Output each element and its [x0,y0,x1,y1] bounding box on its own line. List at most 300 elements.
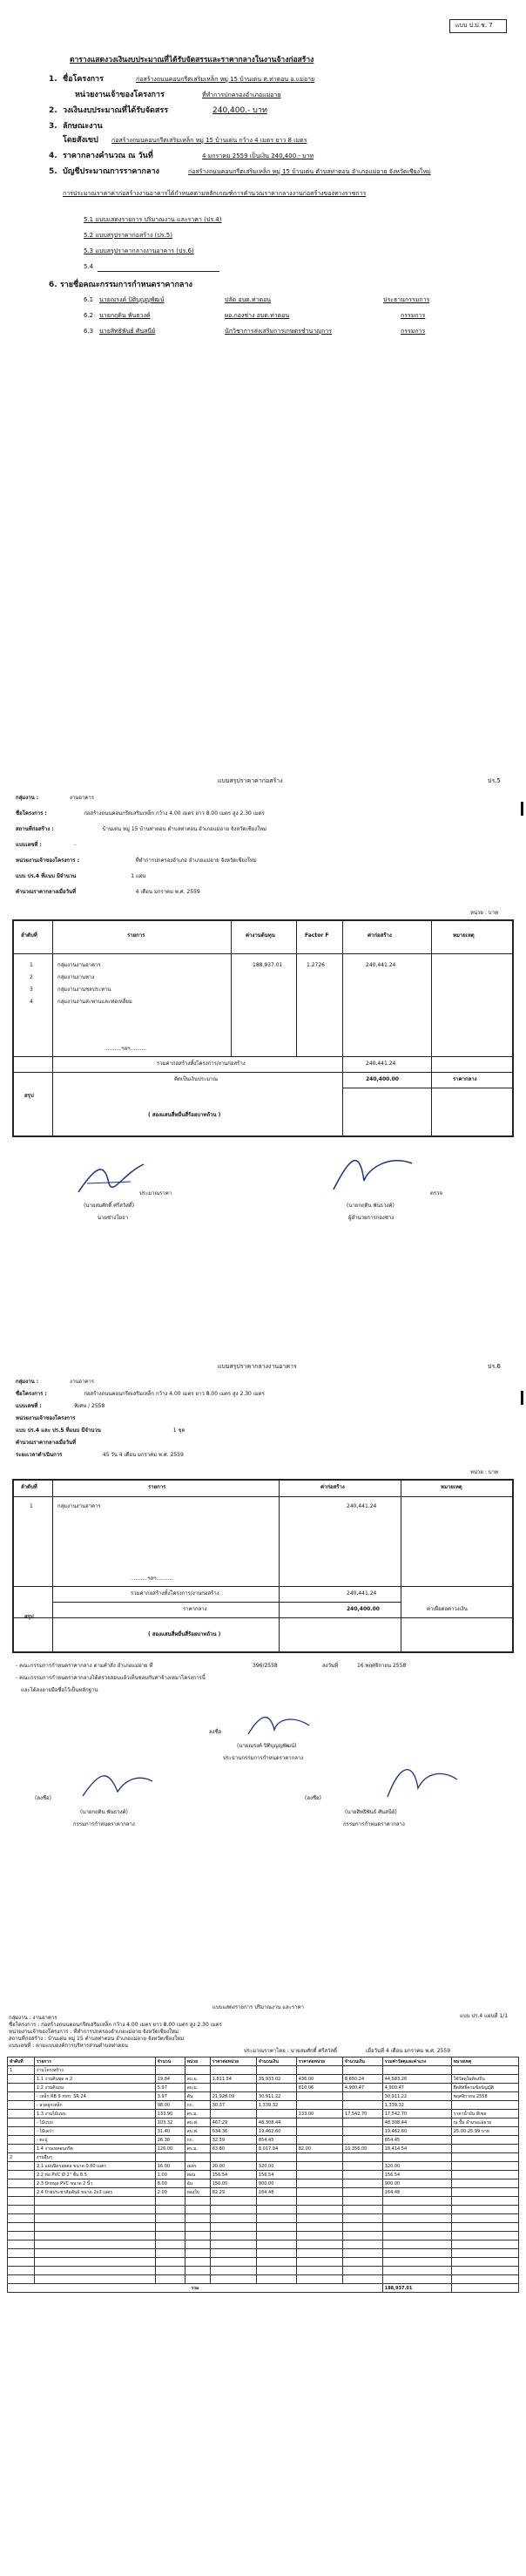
estimate-date: เมื่อวันที่ 4 เดือน มกราคม พ.ศ. 2559 [366,2048,451,2054]
table-cell [342,2127,382,2136]
table-cell-empty [210,2206,256,2214]
table-cell-empty [296,2232,342,2240]
item-5-label: บัญชีประมาณการราคากลาง [63,167,159,176]
table-row-empty [8,2249,519,2258]
round-label: คิดเป็นเงินประมาณ [174,1076,219,1082]
table-cell: 1,811.54 [210,2075,256,2084]
col-item: รายการ [127,932,145,939]
price-value: 240,400.00 [347,1606,380,1612]
order-date: 16 พฤศจิกายน 2558 [357,1663,407,1669]
table-cell [8,2179,35,2188]
table-cell-empty [155,2223,185,2232]
table-cell-empty [34,2214,155,2223]
col-item: รายการ [148,1484,166,1490]
table-cell-empty [34,2267,155,2275]
table-cell: 35,933.02 [256,2075,296,2084]
table-cell: ทองใบ [185,2188,210,2197]
item-3-label: ลักษณะงาน [63,122,103,131]
table-cell-empty [451,2275,518,2284]
table-cell-empty [256,2240,296,2249]
table-row [8,2075,519,2084]
table-cell [342,2101,382,2110]
table-cell: 26.38 [155,2136,185,2145]
form-code: แบบ ป.ป.ช. 7 [455,22,493,29]
table-cell: ลบ.ฟ. [185,2127,210,2136]
note-right: ค่าเผื่อต่อค่าวงเงิน [427,1606,468,1612]
table-cell [451,2153,518,2162]
info-label: สถานที่ก่อสร้าง : [16,826,54,832]
page-2-code: ปร.5 [488,777,501,784]
item-2-no: 2. [49,106,57,115]
table-row [8,2101,519,2110]
table-cell: 1.2 งานดินถม [34,2084,155,2092]
table-cell: 854.45 [256,2136,296,2145]
table-cell: 20.00 [210,2162,256,2171]
table-header-cell: หมายเหตุ [451,2057,518,2066]
table-cell [342,2136,382,2145]
table-cell: ลบ.ม. [185,2084,210,2092]
item-5-value: ก่อสร้างถนนคอนกรีตเสริมเหล็ก หมู่ 15 บ้านเด่น ตำบลท่าตอน อำเภอแม่อาย จังหวัดเชียงใหม่ [188,168,431,175]
committee-2-role: กรรมการ [401,312,426,319]
row-item: กลุ่มงานงานอาคาร [57,1503,101,1509]
table-cell [342,2066,382,2075]
table-cell-empty [8,2206,35,2214]
table-cell-empty [210,2267,256,2275]
table-cell: - ไม้แบบ [34,2118,155,2127]
table-cell-empty [8,2197,35,2206]
table-cell-empty [451,2223,518,2232]
table-cell: 156.54 [256,2171,296,2179]
info-value: ก่อสร้างถนนคอนกรีตเสริมเหล็ก กว้าง 4.00 เมตร ยาว 8.00 เมตร สูง 2.30 เมตร [84,810,265,817]
summary-label: สรุป [24,1093,34,1099]
round-value: 240,400.00 [366,1076,399,1082]
table-cell: 133.00 [296,2110,342,2118]
table-cell-empty [256,2258,296,2267]
table-cell [210,2110,256,2118]
table-header-row [8,2057,519,2066]
table-cell [8,2162,35,2171]
col-remark: หมายเหตุ [441,1484,462,1490]
sum-value: 240,441.24 [366,1061,396,1067]
table-cell [8,2075,35,2084]
table-row [8,2188,519,2197]
table-cell [8,2084,35,2092]
info-label: คำนวณราคากลางเมื่อวันที่ [16,1440,77,1446]
amount-words: ( สองแสนสี่หมื่นสี่ร้อยบาทถ้วน ) [148,1112,221,1118]
info-label: กลุ่มงาน : [16,795,39,801]
table-cell-empty [342,2249,382,2258]
table-row [8,2145,519,2153]
info-label: ชื่อโครงการ : [16,810,47,817]
info-value: - [74,842,77,848]
table-cell-empty [8,2275,35,2284]
table-cell: 21,928.09 [210,2092,256,2101]
info-value: ที่ทำการปกครองอำเภอ อำเภอแม่อาย จังหวัดเชียงใหม่ [135,858,257,864]
table-cell [296,2066,342,2075]
table-row [8,2171,519,2179]
table-cell-empty [342,2275,382,2284]
table-cell [342,2153,382,2162]
total-remark [451,2284,518,2293]
table-cell-empty [296,2223,342,2232]
table-cell: ลบ.ฟ. [185,2118,210,2127]
table-row [8,2179,519,2188]
estimator: ประมาณราคาโดย : นายสมศักดิ์ ศรีสวัสดิ์ [244,2048,338,2054]
table-cell-empty [451,2232,518,2240]
table-cell [8,2145,35,2153]
table-cell [210,2084,256,2092]
table-cell-empty [185,2197,210,2206]
table-cell: 320.00 [256,2162,296,2171]
table-cell: 4,900.47 [382,2084,451,2092]
sign-right-name: (นายกฤติน พันธวงค์) [347,1203,394,1209]
row-no: 2 [30,974,33,980]
table-cell-empty [256,2232,296,2240]
table-cell-empty [155,2214,185,2223]
row-no: 4 [30,999,33,1005]
table-cell-empty [185,2232,210,2240]
table-cell: 164.48 [382,2188,451,2197]
table-cell: 1.4 งานเทคอนกรีต [34,2145,155,2153]
table-cell: อัน [185,2179,210,2188]
order-text-2: - คณะกรรมการกำหนดราคากลางได้ตรวจสอบแล้วเห็นชอบกับค่าจ้างเหมาโครงการนี้ [16,1675,206,1681]
committee-3-no: 6.3 [84,328,94,335]
info-label: แบบ ปร.4 ที่แนบ มีจำนวน [16,873,77,879]
table-cell-empty [155,2197,185,2206]
row-extra: ..........ฯลฯ.......... [105,1046,147,1052]
table-cell: 1.1 งานดินขุด ค.2 [34,2075,155,2084]
item-1-label: ชื่อโครงการ [63,75,104,84]
table-cell: 31.40 [155,2127,185,2136]
table-row [8,2136,519,2145]
sign-right-position: ผู้อำนวยการกองช่าง [348,1215,394,1221]
table-cell-empty [155,2275,185,2284]
table-cell-empty [210,2214,256,2223]
table-cell: 30,911.22 [256,2092,296,2101]
summary-label: สรุป [24,1614,34,1620]
info-value: บ้านเด่น หมู่ 15 บ้านท่าตอน ตำบลท่าตอน อำเภอแม่อาย จังหวัดเชียงใหม่ [102,826,266,832]
table-row-empty [8,2214,519,2223]
table-cell: 1.3 งานไม้แบบ [34,2110,155,2118]
table-cell-empty [210,2258,256,2267]
row-no: 1 [30,1503,33,1509]
table-cell-empty [155,2240,185,2249]
table-cell: 25.00-25.99 บาท [451,2127,518,2136]
info-label: กลุ่มงาน : [16,1379,39,1385]
table-cell-empty [342,2232,382,2240]
table-cell-empty [342,2214,382,2223]
table-cell-empty [342,2240,382,2249]
signature-member-1 [78,1766,157,1800]
scan-mark [521,1391,523,1405]
table-cell: 1,339.32 [382,2101,451,2110]
sign-left-position: นายช่างโยธา [98,1215,129,1221]
page-4-header: แบบแสดงรายการ ปริมาณงาน และราคา [212,2004,305,2010]
table-cell: 8.00 [155,2179,185,2188]
table-cell-empty [342,2223,382,2232]
table-row-empty [8,2197,519,2206]
sign-right-name: (นายสิทธิพันธ์ ศันสนีย์) [345,1809,397,1815]
info-value: 1 ชุด [172,1427,185,1434]
table-cell-empty [451,2267,518,2275]
table-cell: 5.97 [155,2084,185,2092]
table-cell-empty [8,2223,35,2232]
table-cell [451,2179,518,2188]
table-cell: 10,356.00 [342,2145,382,2153]
committee-3-role: กรรมการ [401,328,426,335]
committee-3-position: นักวิชาการส่งเสริมการเกษตรชำนาญการ [225,328,333,335]
table-cell [342,2118,382,2127]
info-line: สถานที่ก่อสร้าง : บ้านเด่น หมู่ 15 ตำบลท่าตอน อำเภอแม่อาย จังหวัดเชียงใหม่ [9,2036,185,2042]
col-build: ค่าก่อสร้าง [368,932,392,939]
table-cell: 854.45 [382,2136,451,2145]
table-cell-empty [342,2258,382,2267]
table-cell-empty [296,2240,342,2249]
page-4-code: แบบ ปร.4 แผ่นที่ 1/1 [460,2013,509,2019]
table-cell-empty [382,2267,451,2275]
order-text-3: และได้ลงลายมือชื่อไว้เป็นหลักฐาน [21,1687,98,1693]
table-cell-empty [451,2197,518,2206]
table-cell: 436.00 [296,2075,342,2084]
row-cost: 188,937.01 [253,962,283,968]
table-cell [296,2101,342,2110]
signature-estimator [70,1157,148,1197]
table-total-row [8,2284,519,2293]
row-no: 3 [30,986,33,993]
table-cell [342,2162,382,2171]
item-3-no: 3. [49,122,57,131]
signature-checker [329,1150,416,1194]
table-cell: - ลวดผูกเหล็ก [34,2101,155,2110]
table-header-cell: รายการ [34,2057,155,2066]
table-row [8,2127,519,2136]
table-cell [210,2066,256,2075]
info-label: หน่วยงานเจ้าของโครงการ [16,1415,76,1421]
info-value: พิเศษ / 2558 [74,1403,105,1409]
row-item: กลุ่มงานงานชลประทาน [57,986,111,993]
row-item: กลุ่มงานงานทาง [57,974,95,980]
table-row [8,2110,519,2118]
col-factor: Factor F [305,932,329,939]
table-cell [256,2066,296,2075]
table-cell-empty [382,2258,451,2267]
page-1-title: ตารางแสดงวงเงินงบประมาณที่ได้รับจัดสรรและราคากลางในงานจ้างก่อสร้าง [70,56,314,64]
item-1-value: ก่อสร้างถนนคอนกรีตเสริมเหล็ก หมู่ 15 บ้านเด่น ต.ท่าตอน อ.แม่อาย [136,76,315,83]
table-cell-empty [382,2240,451,2249]
table-cell: 19.84 [155,2075,185,2084]
table-cell [382,2153,451,2162]
info-label: คำนวณราคากลางเมื่อวันที่ [16,889,77,895]
info-line: แบบเลขที่ : ตามแบบองค์การบริหารส่วนตำบลท่าตอน [9,2043,128,2049]
row-item: กลุ่มงานงานสะพานและท่อเหลี่ยม [57,999,132,1005]
table-cell-empty [342,2206,382,2214]
table-cell-empty [8,2240,35,2249]
table-row [8,2153,519,2162]
table-cell-empty [256,2197,296,2206]
table-cell-empty [34,2240,155,2249]
row-item: กลุ่มงานงานอาคาร [57,962,101,968]
item-3-sub-value: ก่อสร้างถนนคอนกรีตเสริมเหล็ก หมู่ 15 บ้านเด่น กว้าง 4 เมตร ยาว 8 เมตร [111,137,307,144]
table-cell-empty [256,2249,296,2258]
committee-1-name: นายณรงค์ ปิติบุญญพัฒน์ [99,296,165,303]
table-cell: 2.3 ปักหมุด PVC ขนาด 2 นิ้ว [34,2179,155,2188]
item-4-no: 4. [49,152,57,160]
info-value: 4 เดือน มกราคม พ.ศ. 2559 [135,889,200,895]
table-row [8,2162,519,2171]
page-4 [0,1987,526,2475]
committee-2-position: ผอ.กองช่าง อบต.ท่าตอน [225,312,290,319]
table-header-cell: จำนวน [155,2057,185,2066]
sign-top-prefix: ลงชื่อ [209,1729,222,1735]
table-cell: 2.4 ป้ายประชาสัมพันธ์ ขนาด 2x3 เมตร [34,2188,155,2197]
table-cell [296,2162,342,2171]
table-cell [256,2153,296,2162]
table-cell: 19,462.60 [256,2127,296,2136]
sign-right-role: ตรวจ [430,1190,443,1196]
info-label: แบบเลขที่ : [16,1403,42,1409]
row-extra: ..........ฯลฯ.......... [131,1576,173,1582]
table-cell: กก. [185,2136,210,2145]
table-row-empty [8,2232,519,2240]
table-cell: เมตร [185,2162,210,2171]
table-cell-empty [382,2232,451,2240]
amount-words: ( สองแสนสี่หมื่นสี่ร้อยบาทถ้วน ) [148,1631,221,1637]
table-cell: 103.32 [155,2118,185,2127]
table-cell-empty [296,2249,342,2258]
table-cell [451,2136,518,2145]
table-row [8,2084,519,2092]
table-cell-empty [185,2223,210,2232]
table-row-empty [8,2206,519,2214]
table-cell [296,2153,342,2162]
info-value: งานอาคาร [70,1379,94,1385]
price-label: ราคากลาง [183,1606,207,1612]
item-5-no: 5. [49,167,57,176]
item-2-label: วงเงินงบประมาณที่ได้รับจัดสรร [63,106,169,115]
info-line: กลุ่มงาน : งานอาคาร [9,2015,57,2021]
table-cell: 2 [8,2153,35,2162]
table-cell: 2.00 [155,2188,185,2197]
info-line: ชื่อโครงการ : ก่อสร้างถนนคอนกรีตเสริมเหล็ก กว้าง 4.00 เมตร ยาว 8.00 เมตร สูง 2.30 เมตร [9,2022,222,2028]
table-cell-empty [8,2232,35,2240]
table-cell: 156.54 [210,2171,256,2179]
item-4-value: 4 มกราคม 2559 เป็นเงิน 240,400.- บาท [202,153,314,159]
table-cell: 1 [8,2066,35,2075]
sign-top-name: (นายณรงค์ ปิติบุญญพัฒน์) [237,1743,297,1749]
table-cell [8,2171,35,2179]
table-cell: 8,017.94 [256,2145,296,2153]
table-cell: 17,542.70 [382,2110,451,2118]
table-cell-empty [210,2223,256,2232]
table-cell [8,2127,35,2136]
table-cell-empty [296,2258,342,2267]
committee-2-name: นายกฤติน พันธวงค์ [99,312,151,319]
table-cell-empty [34,2275,155,2284]
table-cell: 900.00 [256,2179,296,2188]
table-cell-empty [185,2249,210,2258]
table-cell-empty [296,2275,342,2284]
info-line: หน่วยงานเจ้าของโครงการ : ที่ทำการปกครองอำเภอแม่อาย จังหวัดเชียงใหม่ [9,2029,179,2035]
table-cell-empty [185,2275,210,2284]
table-cell [8,2136,35,2145]
table-cell-empty [185,2267,210,2275]
round-unit: ราคากลาง [453,1076,477,1082]
table-row [8,2092,519,2101]
table-cell [8,2101,35,2110]
table-cell: งานโครงสร้าง [34,2066,155,2075]
table-header-cell: หน่วย [185,2057,210,2066]
table-cell: ราคาน้ำมัน ดีเซล [451,2110,518,2118]
item-5-2: 5.2 แบบสรุปราคาก่อสร้าง (ปร.5) [84,232,172,239]
table-cell: - ไม้เคร่า [34,2127,155,2136]
table-cell-empty [451,2258,518,2267]
table-cell [451,2162,518,2171]
col-remark: หมายเหตุ [453,932,475,939]
table-cell [296,2092,342,2101]
table-cell: งานอื่นๆ [34,2153,155,2162]
info-value: 1 แผ่น [131,873,146,879]
info-value: งานอาคาร [70,795,94,801]
table-cell-empty [296,2197,342,2206]
table-cell: ณ ปั๊ม อำเภอแม่อาย [451,2118,518,2127]
table-cell-empty [34,2223,155,2232]
table-cell-empty [34,2197,155,2206]
signature-chair [244,1708,314,1739]
table-cell [342,2179,382,2188]
table-header-cell: ราคาต่อหน่วย [296,2057,342,2066]
total-label: รวม [8,2284,383,2293]
table-cell [296,2188,342,2197]
sign-right-prefix: (ลงชื่อ) [305,1795,321,1801]
table-cell [210,2153,256,2162]
sign-left-prefix: (ลงชื่อ) [35,1795,51,1801]
table-row-empty [8,2223,519,2232]
table-cell: 82.29 [210,2188,256,2197]
table-cell [8,2110,35,2118]
item-4-label: ราคากลางคำนวณ ณ วันที่ [63,152,153,160]
table-cell-empty [451,2206,518,2214]
table-cell [256,2110,296,2118]
sign-left-role: ประมาณราคา [139,1190,172,1196]
table-cell-empty [382,2197,451,2206]
table-cell-empty [8,2267,35,2275]
order-no: 396/2558 [253,1663,278,1669]
scan-mark [521,802,523,816]
table-cell-empty [34,2206,155,2214]
table-cell-empty [382,2275,451,2284]
col-no: ลำดับที่ [21,932,37,939]
item-6-label: 6. รายชื่อคณะกรรมการกำหนดราคากลาง [49,281,192,289]
item-owner-value: ที่ทำการปกครองอำเภอแม่อาย [202,92,281,98]
table-cell-empty [256,2223,296,2232]
table-header-cell: จำนวนเงิน [256,2057,296,2066]
page-2 [0,767,526,1290]
table-cell-empty [8,2249,35,2258]
table-cell: 32.39 [210,2136,256,2145]
info-label: ชื่อโครงการ : [16,1391,47,1397]
table-cell: 17,542.70 [342,2110,382,2118]
info-label: แบบเลขที่ : [16,842,42,848]
table-cell: 1,339.32 [256,2101,296,2110]
table-cell-empty [8,2214,35,2223]
table-cell: 98.00 [155,2101,185,2110]
item-2-value: 240,400.- บาท [212,106,267,115]
committee-3-name: นายสิทธิพันธ์ ศันสนีย์ [99,328,156,335]
table-cell-empty [210,2240,256,2249]
table-cell-empty [185,2258,210,2267]
table-cell: 63.80 [210,2145,256,2153]
table-cell: - เหล็ก RB 9 mm. SR 24 [34,2092,155,2101]
